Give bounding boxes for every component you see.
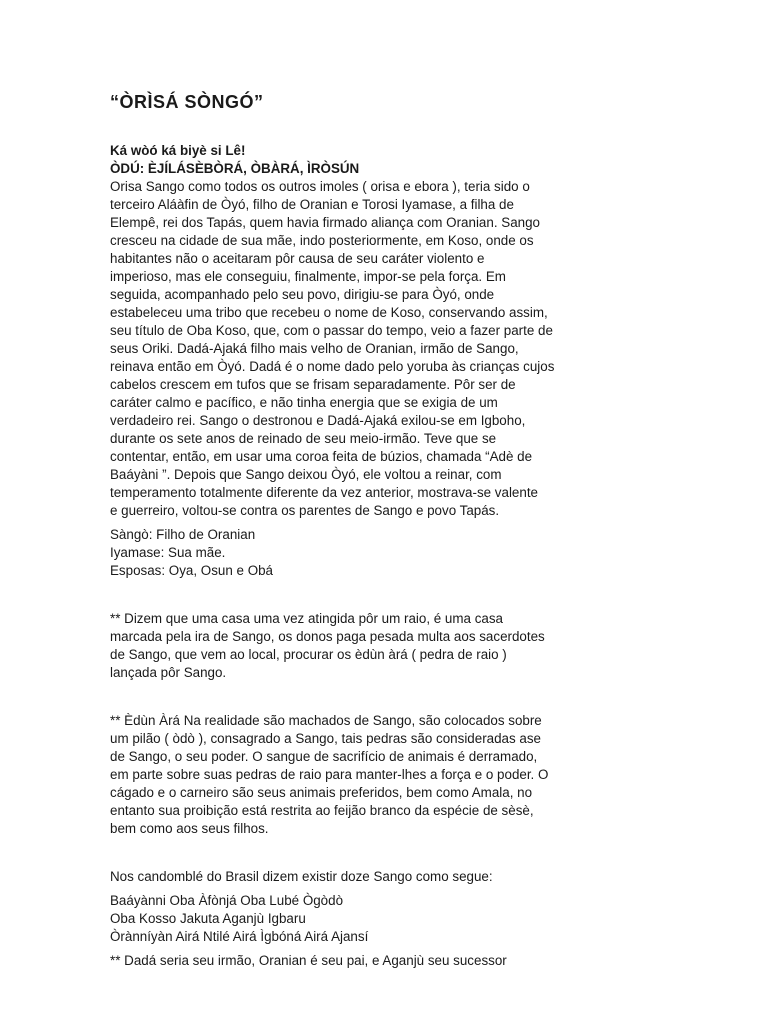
paragraph-line: verdadeiro rei. Sango o destronou e Dadá-Ajaká exilou-se em Igboho, (110, 413, 526, 428)
note-line: cágado e o carneiro são seus animais preferidos, bem como Amala, no (110, 785, 533, 800)
paragraph-line: Elempê, rei dos Tapás, quem havia firmado aliança com Oranian. Sango (110, 215, 540, 230)
family-item: Sàngò: Filho de Oranian (110, 527, 256, 542)
paragraph-line: reinava então em Òyó. Dadá é o nome dado pelo yoruba às crianças cujos (110, 359, 555, 374)
note-line: de Sango, o seu poder. O sangue de sacrifício de animais é derramado, (110, 749, 538, 764)
sango-names-line: Oba Kosso Jakuta Aganjù Igbaru (110, 911, 306, 926)
final-note: ** Dadá seria seu irmão, Oranian é seu pai, e Aganjù seu sucessor (110, 953, 507, 968)
sango-names-list (110, 892, 662, 946)
note-edun-ara (110, 712, 662, 838)
paragraph-line: cabelos crescem em tufos que se frisam separadamente. Pôr ser de (110, 377, 516, 392)
note-line: um pilão ( òdò ), consagrado a Sango, tais pedras são consideradas ase (110, 731, 541, 746)
note-line: ** Dizem que uma casa uma vez atingida pôr um raio, é uma casa (110, 611, 503, 626)
paragraph-line: estabeleceu uma tribo que recebeu o nome de Koso, conservando assim, (110, 305, 548, 320)
paragraph-line: seguida, acompanhado pelo seu povo, dirigiu-se para Òyó, onde (110, 287, 495, 302)
candomble-intro: Nos candomblé do Brasil dizem existir doze Sango como segue: (110, 869, 493, 884)
main-paragraph (110, 178, 662, 520)
note-line: bem como aos seus filhos. (110, 821, 269, 836)
paragraph-line: Baáyàni ”. Depois que Sango deixou Òyó, ele voltou a reinar, com (110, 467, 502, 482)
paragraph-line: durante os sete anos de reinado de seu meio-irmão. Teve que se (110, 431, 497, 446)
note-line: em parte sobre suas pedras de raio para manter-lhes a força e o poder. O (110, 767, 549, 782)
paragraph-line: terceiro Aláàfin de Òyó, filho de Oranian e Torosi Iyamase, a filha de (110, 197, 514, 212)
note-line: marcada pela ira de Sango, os donos paga pesada multa aos sacerdotes (110, 629, 545, 644)
paragraph-line: seus Oriki. Dadá-Ajaká filho mais velho de Oranian, irmão de Sango, (110, 341, 519, 356)
family-list (110, 526, 662, 580)
paragraph-line: habitantes não o aceitaram pôr causa de seu caráter violento e (110, 251, 485, 266)
family-item: Iyamase: Sua mãe. (110, 545, 226, 560)
sango-names-line: Òrànníyàn Airá Ntilé Airá Ìgbóná Airá Ajansí (110, 929, 369, 944)
note-line: entanto sua proibição está restrita ao feijão branco da espécie de sèsè, (110, 803, 534, 818)
document-title: “ÒRÌSÁ SÒNGÓ” (110, 92, 264, 112)
sango-names-line: Baáyànni Oba Àfònjá Oba Lubé Ògòdò (110, 893, 344, 908)
paragraph-line: temperamento totalmente diferente da vez anterior, mostrava-se valente (110, 485, 538, 500)
paragraph-line: caráter calmo e pacífico, e não tinha energia que se exigia de um (110, 395, 498, 410)
note-line: ** Èdùn Àrá Na realidade são machados de Sango, são colocados sobre (110, 713, 542, 728)
paragraph-line: e guerreiro, voltou-se contra os parentes de Sango e povo Tapás. (110, 503, 500, 518)
paragraph-line: Orisa Sango como todos os outros imoles ( orisa e ebora ), teria sido o (110, 179, 530, 194)
note-line: lançada pôr Sango. (110, 665, 227, 680)
paragraph-line: imperioso, mas ele conseguiu, finalmente, impor-se pela força. Em (110, 269, 506, 284)
family-item: Esposas: Oya, Osun e Obá (110, 563, 274, 578)
document-page (110, 90, 662, 970)
paragraph-line: contentar, então, em usar uma coroa feita de búzios, chamada “Adè de (110, 449, 533, 464)
note-lightning-house (110, 610, 662, 682)
note-line: de Sango, que vem ao local, procurar os èdùn àrá ( pedra de raio ) (110, 647, 507, 662)
subtitle-greeting: Ká wòó ká biyè si Lê! (110, 143, 246, 158)
subtitle-odu: ÒDÚ: ÈJÍLÁSÈBÒRÁ, ÒBÀRÁ, ÌRÒSÚN (110, 161, 360, 176)
paragraph-line: cresceu na cidade de sua mãe, indo posteriormente, em Koso, onde os (110, 233, 534, 248)
paragraph-line: seu título de Oba Koso, que, com o passar do tempo, veio a fazer parte de (110, 323, 553, 338)
